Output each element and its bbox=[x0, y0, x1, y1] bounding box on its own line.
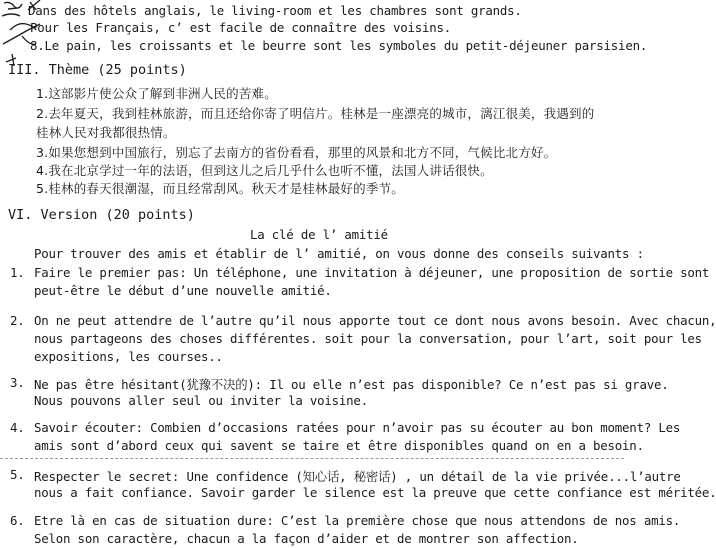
section-theme-heading: III. Thème (25 points) bbox=[8, 62, 187, 78]
version-item-number: 4. bbox=[10, 420, 25, 435]
top-item-text: Pour les Français, c’ est facile de connaître des voisins. bbox=[30, 20, 452, 35]
top-item-2 bbox=[30, 20, 451, 35]
theme-item-5 bbox=[36, 179, 404, 197]
theme-item-3 bbox=[36, 143, 556, 161]
theme-item-2 bbox=[36, 104, 594, 122]
theme-item-number: 1. bbox=[36, 86, 49, 101]
theme-item-text: 去年夏天，我到桂林旅游，而且还给你寄了明信片。桂林是一座漂亮的城市，漓江很美，我遇到的 bbox=[48, 106, 595, 121]
theme-item-number: 2. bbox=[36, 106, 49, 121]
version-item-line: expositions, les courses.. bbox=[34, 349, 223, 364]
theme-item-text: 我在北京学过一年的法语，但到这儿之后几乎什么也听不懂，法国人讲话很快。 bbox=[48, 163, 493, 178]
version-item-line: Savoir écouter: Combien d’occasions ratées pour n’avoir pas su écouter au bon moment? Les bbox=[34, 420, 681, 435]
top-item-1 bbox=[28, 3, 522, 18]
theme-item-number: 5. bbox=[36, 181, 49, 196]
theme-item-1 bbox=[36, 84, 277, 102]
theme-item-text: 桂林的春天很潮湿，而且经常刮风。秋天才是桂林最好的季节。 bbox=[48, 181, 404, 196]
theme-item-text: 这部影片使公众了解到非洲人民的苦难。 bbox=[48, 86, 277, 101]
version-item-line: nous a fait confiance. Savoir garder le silence est la preuve que cette confiance est méritée. bbox=[34, 485, 716, 500]
top-item-text: Le pain, les croissants et le beurre sont les symboles du petit-déjeuner parsisien. bbox=[44, 38, 648, 53]
version-intro: Pour trouver des amis et établir de l’ amitié, on vous donne des conseils suivants : bbox=[34, 246, 644, 261]
version-item-line: Respecter le secret: Une confidence (知心话, 秘密话) , un détail de la vie privée...l’autre bbox=[34, 469, 681, 484]
theme-item-text: 桂林人民对我都很热情。 bbox=[36, 125, 176, 140]
version-title: La clé de l’ amitié bbox=[250, 227, 388, 242]
top-item-number: 8. bbox=[30, 38, 45, 53]
dashed-divider bbox=[0, 458, 624, 459]
theme-item-text: 如果您想到中国旅行，别忘了去南方的省份看看，那里的风景和北方不同，气候比北方好。 bbox=[48, 145, 557, 160]
version-item-line: Ne pas être hésitant(犹豫不决的): Il ou elle n’est pas disponible? Ce n’est pas si grave. bbox=[34, 377, 669, 392]
section-version-heading: VI. Version (20 points) bbox=[8, 207, 195, 223]
version-item-number: 6. bbox=[10, 513, 25, 528]
top-item-text: Dans des hôtels anglais, le living-room et les chambres sont grands. bbox=[28, 3, 522, 18]
version-item-line: amis sont d’abord ceux qui savent se taire et être disponibles quand on en a besoin. bbox=[34, 438, 644, 453]
version-item-line: Etre là en cas de situation dure: C’est la première chose que nous attendons de nos amis. bbox=[34, 513, 681, 528]
theme-item-4 bbox=[36, 161, 493, 179]
top-item-3 bbox=[30, 38, 647, 53]
version-item-number: 2. bbox=[10, 313, 25, 328]
theme-item-number: 3. bbox=[36, 145, 49, 160]
theme-item-number: 4. bbox=[36, 163, 49, 178]
version-item-number: 3. bbox=[10, 375, 25, 390]
version-item-number: 1. bbox=[10, 265, 25, 280]
version-item-line: Selon son caractère, chacun a la façon d’aider et de montrer son affection. bbox=[34, 531, 579, 546]
theme-item-2-continued bbox=[36, 123, 176, 141]
version-item-number: 5. bbox=[10, 467, 25, 482]
version-item-line: Nous pouvons aller seul ou inviter la voisine. bbox=[34, 393, 368, 408]
version-item-line: nous partageons des choses différentes. soit pour la conversation, pour l’art, soit pour les bbox=[34, 331, 702, 346]
version-item-line: On ne peut attendre de l’autre qu’il nous apporte tout ce dont nous avons besoin. Avec chacun, bbox=[34, 313, 716, 328]
version-item-line: Faire le premier pas: Un téléphone, une invitation à déjeuner, une proposition de sortie sont bbox=[34, 265, 710, 280]
version-item-line: peut-être le début d’une nouvelle amitié. bbox=[34, 283, 332, 298]
